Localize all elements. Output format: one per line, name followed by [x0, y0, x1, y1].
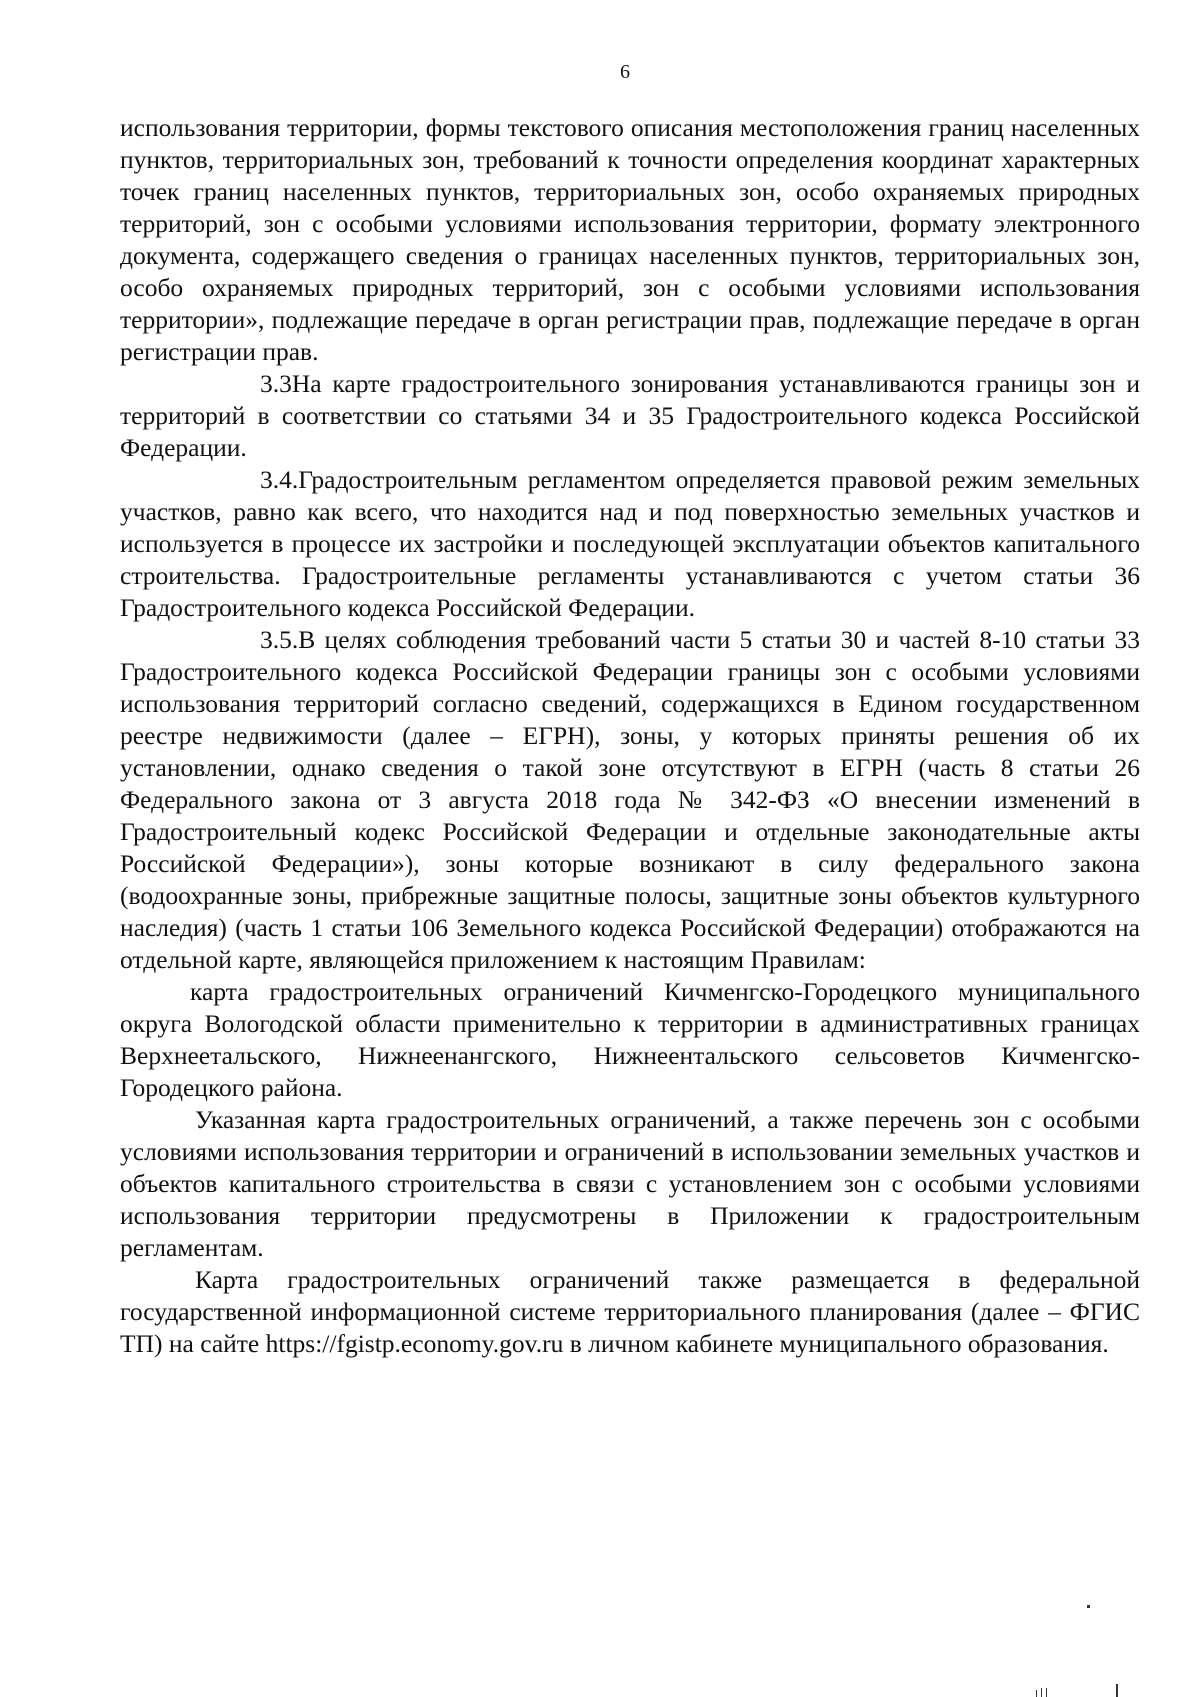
paragraph-3-5: [120, 624, 1140, 976]
clause-number-3-3: 3.3: [260, 369, 292, 398]
page-number: 6: [620, 61, 630, 83]
clause-text-3-4: Градостроительным регламентом определяется правовой режим земельных участков, равно как всего, что находится над и под поверхностью земельных участков и используется в процессе их застройки и последующей эксплуатации объектов капитального строительства. Градостроительные регламенты устанавливаются с учетом статьи 36 Градостроительного кодекса Российской Федерации.: [120, 465, 1140, 622]
scan-artifact-mark: [1116, 1684, 1118, 1697]
clause-number-3-4: 3.4.: [260, 465, 299, 494]
clause-text-3-3: На карте градостроительного зонирования устанавливаются границы зон и территорий в соответствии со статьями 34 и 35 Градостроительного кодекса Российской Федерации.: [120, 369, 1140, 462]
clause-text-3-5: В целях соблюдения требований части 5 статьи 30 и частей 8-10 статьи 33 Градостроительного кодекса Российской Федерации границы зон с особыми условиями использования территорий согласно сведений, содержащихся в Едином государственном реестре недвижимости (далее – ЕГРН), зоны, у которых приняты решения об их установлении, однако сведения о такой зоне отсутствуют в ЕГРН (часть 8 статьи 26 Федерального закона от 3 августа 2018 года № 342-ФЗ «О внесении изменений в Градостроительный кодекс Российской Федерации и отдельные законодательные акты Российской Федерации»), зоны которые возникают в силу федерального закона (водоохранные зоны, прибрежные защитные полосы, защитные зоны объектов культурного наследия) (часть 1 статьи 106 Земельного кодекса Российской Федерации) отображаются на отдельной карте, являющейся приложением к настоящим Правилам:: [120, 625, 1140, 974]
scan-artifact-mark: [1036, 1690, 1037, 1697]
scan-artifact-mark: [1041, 1688, 1042, 1697]
paragraph-map-description: Указанная карта градостроительных ограничений, а также перечень зон с особыми условиями использования территории и ограничений в использовании земельных участков и объектов капитального строительства в связи с установлением зон с особыми условиями использования территории предусмотрены в Приложении к градостроительным регламентам.: [120, 1105, 1140, 1262]
scan-artifact-mark: [1087, 1605, 1090, 1608]
paragraph-3-3: [120, 368, 1140, 464]
paragraph-map-item: карта градостроительных ограничений Кичменгско-Городецкого муниципального округа Вологодской области применительно к территории в административных границах Верхнеетальского, Нижнеенангского, Нижнеентальского сельсоветов Кичменгско-Городецкого района.: [120, 977, 1140, 1102]
clause-number-3-5: 3.5.: [260, 625, 299, 654]
paragraph-3-4: [120, 464, 1140, 624]
paragraph-continuation: использования территории, формы текстового описания местоположения границ населенных пунктов, территориальных зон, требований к точности определения координат характерных точек границ населенных пунктов, территориальных зон, особо охраняемых природных территорий, зон с особыми условиями использования территории, формату электронного документа, содержащего сведения о границах населенных пунктов, территориальных зон, особо охраняемых природных территорий, зон с особыми условиями использования территории», подлежащие передаче в орган регистрации прав, подлежащие передаче в орган регистрации прав.: [120, 113, 1140, 366]
scan-artifact-mark: [1046, 1688, 1047, 1697]
paragraph-fgis: Карта градостроительных ограничений также размещается в федеральной государственной информационной системе территориального планирования (далее – ФГИС ТП) на сайте https://fgistp.economy.gov.ru в личном кабинете муниципального образования.: [120, 1265, 1140, 1358]
document-body: [120, 112, 1140, 1360]
